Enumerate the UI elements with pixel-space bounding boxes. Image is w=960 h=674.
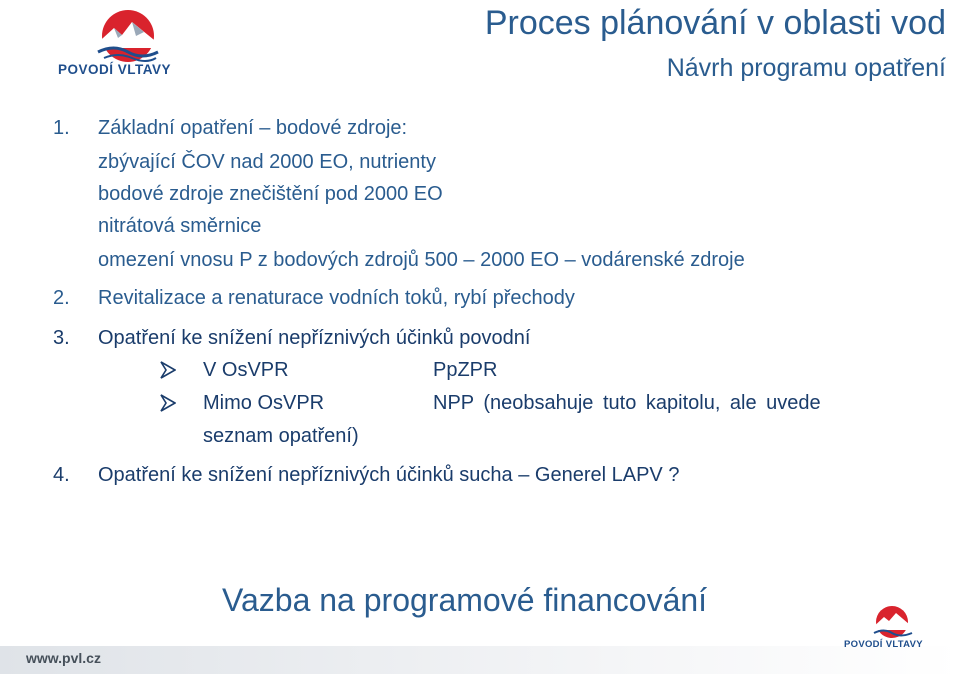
item-4-number: 4. xyxy=(53,464,70,486)
item-2-number: 2. xyxy=(53,287,70,309)
footer-logo-text: POVODÍ VLTAVY xyxy=(844,639,923,650)
bottom-title: Vazba na programové financování xyxy=(222,582,708,618)
subitem-right: NPP (neobsahuje tuto kapitolu, ale uvede xyxy=(433,392,821,414)
subitem-continuation: seznam opatření) xyxy=(203,425,359,447)
subitem-left: V OsVPR xyxy=(203,359,289,381)
item-1-number: 1. xyxy=(53,117,70,139)
item-1-line: zbývající ČOV nad 2000 EO, nutrienty xyxy=(98,151,436,173)
item-1-heading: Základní opatření – bodové zdroje: xyxy=(98,117,408,139)
item-2-text: Revitalizace a renaturace vodních toků, rybí přechody xyxy=(98,287,575,309)
footer-bar xyxy=(0,646,960,674)
item-1-line: nitrátová směrnice xyxy=(98,215,262,237)
item-2 xyxy=(0,286,960,310)
item-3-text: Opatření ke snížení nepříznivých účinků povodní xyxy=(98,327,531,349)
footer-logo-emblem-icon xyxy=(844,604,940,640)
item-3-subitem xyxy=(0,391,960,415)
item-4 xyxy=(0,463,960,487)
item-3 xyxy=(0,326,960,350)
item-1 xyxy=(0,116,960,140)
item-4-text: Opatření ke snížení nepříznivých účinků sucha – Generel LAPV ? xyxy=(98,464,680,486)
item-1-line: omezení vnosu P z bodových zdrojů 500 – 2000 EO – vodárenské zdroje xyxy=(98,249,745,271)
logo-emblem-icon xyxy=(52,8,204,64)
item-1-line: bodové zdroje znečištění pod 2000 EO xyxy=(98,183,443,205)
subitem-right: PpZPR xyxy=(433,359,498,381)
subitem-left: Mimo OsVPR xyxy=(203,392,325,414)
logo-text: POVODÍ VLTAVY xyxy=(58,62,172,77)
footer-url: www.pvl.cz xyxy=(26,650,101,666)
page-title: Proces plánování v oblasti vod xyxy=(484,4,946,42)
povodi-vltavy-logo xyxy=(52,8,204,80)
item-3-subitem xyxy=(0,358,960,382)
povodi-vltavy-footer-logo xyxy=(844,604,940,652)
arrow-bullet-icon xyxy=(160,358,176,385)
arrow-bullet-icon xyxy=(160,391,176,418)
item-3-number: 3. xyxy=(53,327,70,349)
page-subtitle: Návrh programu opatření xyxy=(666,54,946,82)
